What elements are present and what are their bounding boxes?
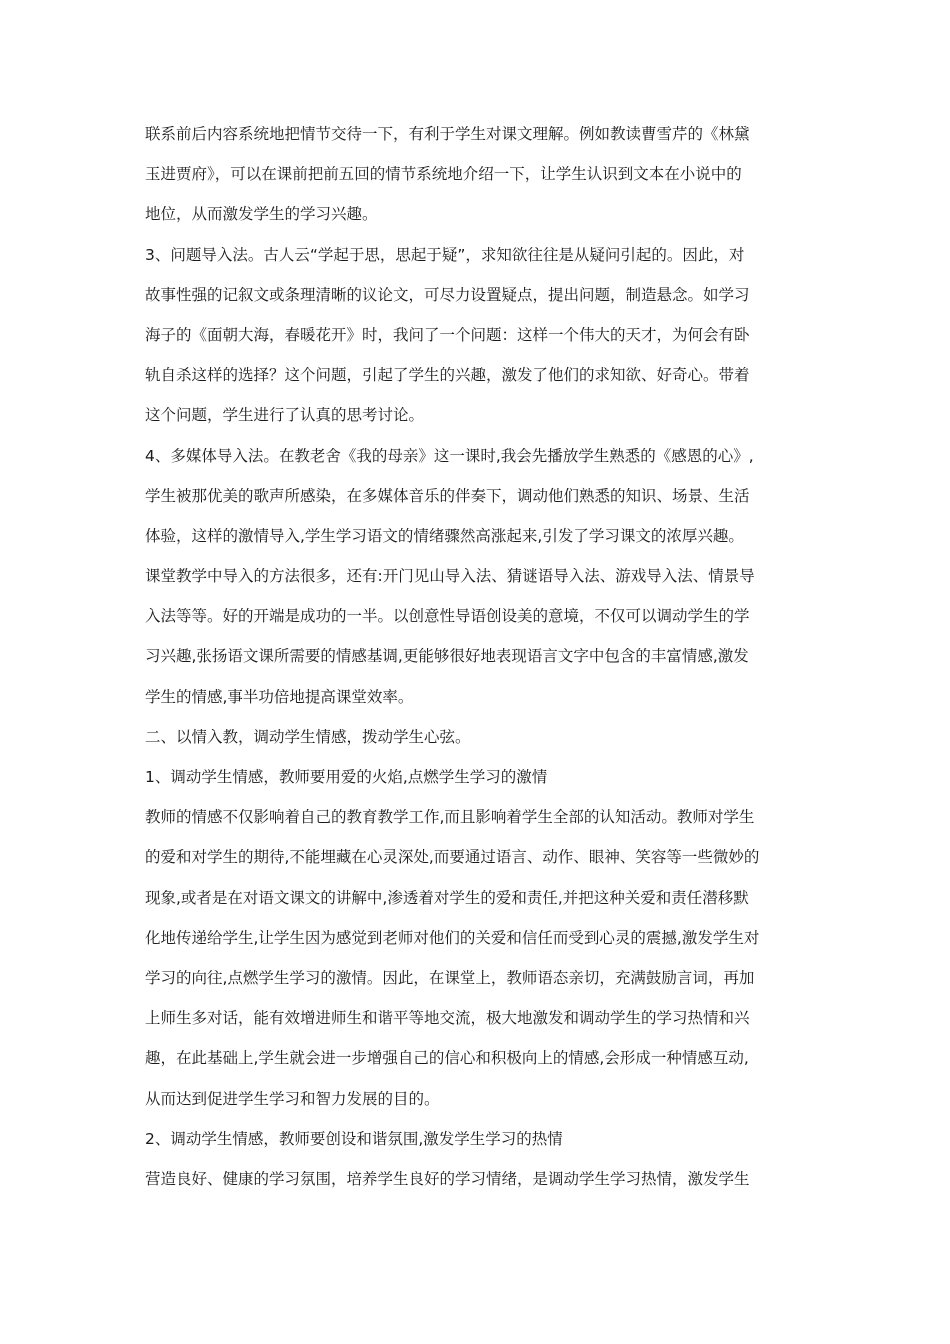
text-line: 4、多媒体导入法。在教老舍《我的母亲》这一课时,我会先播放学生熟悉的《感恩的心》,: [145, 446, 754, 465]
document-body: [145, 114, 807, 1199]
text-line: 故事性强的记叙文或条理清晰的议论文，可尽力设置疑点，提出问题，制造悬念。如学习: [145, 285, 750, 304]
text-line: 化地传递给学生,让学生因为感觉到老师对他们的关爱和信任而受到心灵的震撼,激发学生对: [145, 928, 760, 947]
text-line: 的爱和对学生的期待,不能埋藏在心灵深处,而要通过语言、动作、眼神、笑容等一些微妙的: [145, 848, 760, 867]
section-heading: 二、以情入教，调动学生情感，拨动学生心弦。: [145, 727, 471, 746]
text-line: 体验，这样的激情导入,学生学习语文的情绪骤然高涨起来,引发了学习课文的浓厚兴趣。: [145, 526, 744, 545]
text-line: 从而达到促进学生学习和智力发展的目的。: [145, 1089, 440, 1108]
text-line: 现象,或者是在对语文课文的讲解中,渗透着对学生的爱和责任,并把这种关爱和责任潜移默: [145, 888, 749, 907]
text-line: 学习的向往,点燃学生学习的激情。因此，在课堂上，教师语态亲切，充满鼓励言词，再加: [145, 968, 755, 987]
text-line: 地位，从而激发学生的学习兴趣。: [145, 205, 378, 224]
text-line: 习兴趣,张扬语文课所需要的情感基调,更能够很好地表现语言文字中包含的丰富情感,激发: [145, 647, 749, 666]
text-line: 教师的情感不仅影响着自己的教育教学工作,而且影响着学生全部的认知活动。教师对学生: [145, 808, 755, 827]
text-line: 玉进贾府》，可以在课前把前五回的情节系统地介绍一下，让学生认识到文本在小说中的: [145, 165, 742, 184]
text-line: 海子的《面朝大海，春暖花开》时，我问了一个问题：这样一个伟大的天才，为何会有卧: [145, 325, 750, 344]
text-line: 上师生多对话，能有效增进师生和谐平等地交流，极大地激发和调动学生的学习热情和兴: [145, 1009, 750, 1028]
text-line: 学生的情感,事半功倍地提高课堂效率。: [145, 687, 414, 706]
text-line: 3、问题导入法。古人云“学起于思，思起于疑”，求知欲往往是从疑问引起的。因此，对: [145, 245, 745, 264]
text-line: 轨自杀这样的选择？这个问题，引起了学生的兴趣，激发了他们的求知欲、好奇心。带着: [145, 366, 750, 385]
text-line: 这个问题，学生进行了认真的思考讨论。: [145, 406, 425, 425]
text-line: 课堂教学中导入的方法很多，还有:开门见山导入法、猜谜语导入法、游戏导入法、情景导: [145, 567, 755, 586]
text-line: 趣，在此基础上,学生就会进一步增强自己的信心和积极向上的情感,会形成一种情感互动,: [145, 1049, 749, 1068]
text-line: 营造良好、健康的学习氛围，培养学生良好的学习情绪，是调动学生学习热情，激发学生: [145, 1169, 750, 1188]
text-line: 联系前后内容系统地把情节交待一下，有利于学生对课文理解。例如教读曹雪芹的《林黛: [145, 125, 750, 143]
text-line: 入法等等。好的开端是成功的一半。以创意性导语创设美的意境，不仅可以调动学生的学: [145, 607, 750, 626]
text-line: 学生被那优美的歌声所感染，在多媒体音乐的伴奏下，调动他们熟悉的知识、场景、生活: [145, 486, 750, 505]
subsection-heading: 2、调动学生情感，教师要创设和谐氛围,激发学生学习的热情: [145, 1129, 563, 1148]
subsection-heading: 1、调动学生情感，教师要用爱的火焰,点燃学生学习的激情: [145, 768, 548, 786]
